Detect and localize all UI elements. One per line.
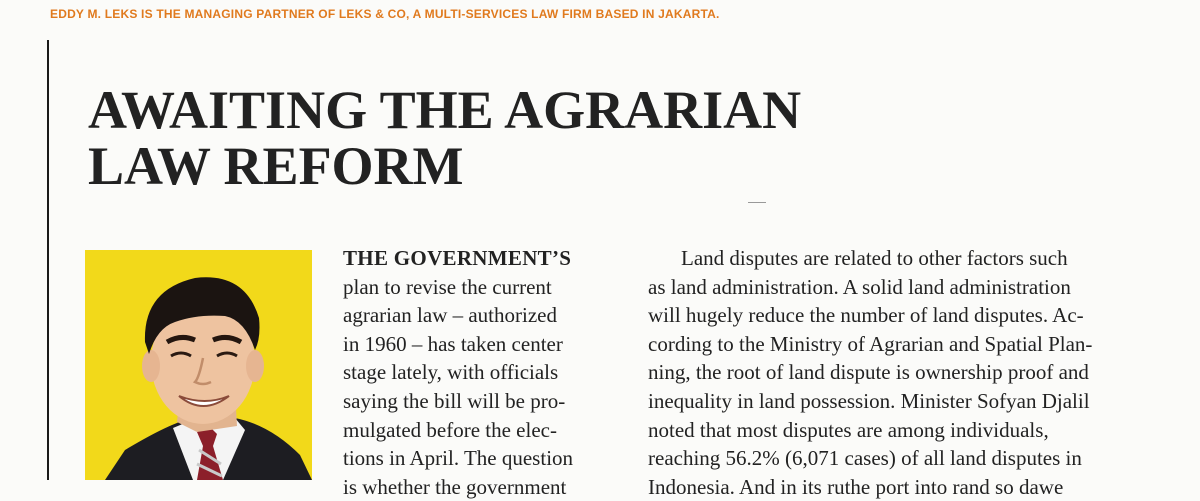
column-1-line: stage lately, with officials — [343, 360, 559, 385]
lead-in-text: THE GOVERNMENT’S — [343, 246, 572, 270]
author-portrait — [85, 250, 312, 480]
column-1-line: saying the bill will be pro- — [343, 388, 566, 413]
column-1-line: plan to revise the current — [343, 274, 552, 299]
headline-line-2: LAW REFORM — [88, 136, 464, 196]
article-headline — [88, 82, 801, 194]
headline-line-1: AWAITING THE AGRARIAN — [88, 80, 802, 140]
column-2-line: inequality in land possession. Minister Sofyan Djalil — [648, 388, 1090, 413]
column-1-line: agrarian law – authorized — [343, 303, 557, 328]
column-1-line: in 1960 – has taken center — [343, 331, 563, 356]
column-2-line: as land administration. A solid land administration — [648, 274, 1071, 299]
column-1-line: is whether the government — [343, 474, 567, 499]
vertical-rule — [47, 40, 49, 480]
column-2-line: cording to the Ministry of Agrarian and Spatial Plan- — [648, 331, 1093, 356]
portrait-illustration — [85, 250, 312, 480]
column-2-line: reaching 56.2% (6,071 cases) of all land disputes in — [648, 446, 1082, 471]
article-column-1 — [343, 244, 613, 501]
article-column-2 — [648, 244, 1173, 501]
author-byline: EDDY M. LEKS IS THE MANAGING PARTNER OF LEKS & CO, A MULTI-SERVICES LAW FIRM BASED IN JAKARTA. — [50, 7, 720, 21]
stray-mark — [748, 202, 766, 203]
column-2-line: will hugely reduce the number of land disputes. Ac- — [648, 303, 1084, 328]
column-2-line: Land disputes are related to other factors such — [681, 246, 1068, 270]
column-1-line: tions in April. The question — [343, 446, 574, 471]
column-1-line: mulgated before the elec- — [343, 417, 557, 442]
column-2-line: Indonesia. And in its ruthe port into rand so dawe — [648, 474, 1064, 499]
column-2-line: ning, the root of land dispute is ownership proof and — [648, 360, 1089, 385]
column-2-line: noted that most disputes are among individuals, — [648, 417, 1049, 442]
